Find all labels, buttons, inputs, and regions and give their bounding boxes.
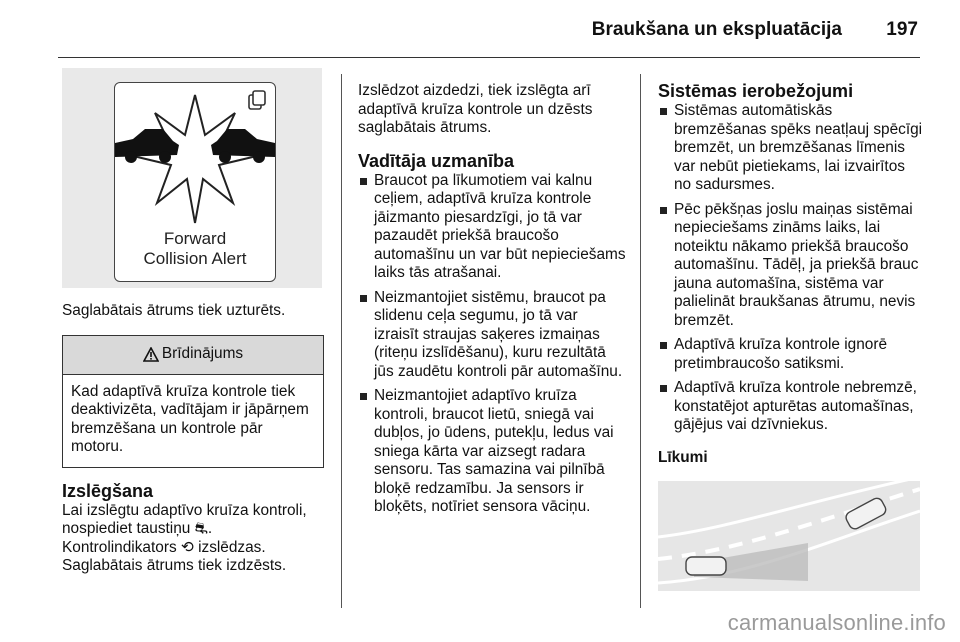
fca-label-line1: Forward — [163, 229, 227, 248]
column-3 — [658, 80, 924, 591]
watermark: carmanualsonline.info — [727, 610, 946, 635]
fca-label-line2: Collision Alert — [143, 249, 247, 268]
switch-off-line-1: Lai izslēgtu adaptīvo kruīza kontroli, nospiediet taustiņu ⛐. — [62, 501, 307, 537]
system-limits-list — [658, 102, 924, 435]
section-title-switch-off: Izslēgšana — [62, 480, 154, 501]
switch-off-line-3: Saglabātais ātrums tiek izdzēsts. — [62, 557, 287, 574]
header-title: Braukšana un ekspluatācija — [591, 19, 842, 40]
list-item: Adaptīvā kruīza kontrole nebremzē, konstatējot apturētas automašīnas, gājējus vai dzīvniekus. — [658, 379, 924, 435]
subsection-title-curves: Līkumi — [658, 448, 708, 466]
fca-label — [115, 229, 275, 269]
list-item: Braucot pa līkumotiem vai kalnu ceļiem, adaptīvā kruīza kontrole jāizmanto piesardzīgi, jo tā var pazaudēt priekšā braucošo automašīnu un var būt nepieciešams laiks tās atrašanai. — [358, 172, 626, 283]
warning-body: Kad adaptīvā kruīza kontrole tiek deaktivizēta, vadītājam ir jāpārņem bremzēšana un kontrole pār motoru. — [71, 382, 309, 455]
speed-maintained-text: Saglabātais ātrums tiek uzturēts. — [62, 302, 286, 319]
warning-title: Brīdinājums — [161, 345, 244, 363]
driver-attention-list — [358, 172, 626, 517]
header-rule — [58, 57, 920, 58]
switch-off-line-2: Kontrolindikators ⟲ izslēdzas. — [62, 538, 266, 556]
page-number: 197 — [886, 19, 918, 40]
column-divider-2 — [640, 74, 641, 608]
ignition-off-text: Izslēdzot aizdedzi, tiek izslēgta arī adaptīvā kruīza kontrole un dzēsts saglabātais ātrums. — [358, 82, 593, 136]
list-item: Adaptīvā kruīza kontrole ignorē pretimbraucošo satiksmi. — [658, 336, 924, 373]
list-item: Neizmantojiet adaptīvo kruīza kontroli, braucot lietū, sniegā vai dubļos, jo ūdens, putekļu, ledus vai sniega kārta var aizsegt radara sensoru. Tas samazina vai pilnībā bloķē redzamību. Ja sensors ir bloķēts, notīriet sensora vāciņu. — [358, 387, 626, 517]
warning-header — [63, 336, 323, 375]
column-1 — [62, 68, 324, 576]
collision-burst-icon — [115, 83, 275, 233]
list-item: Sistēmas automātiskās bremzēšanas spēks neatļauj spēcīgi bremzēt, un bremzēšanas līmenis var nebūt pietiekams, lai izvairītos no sadursmes. — [658, 102, 924, 195]
warning-box — [62, 335, 324, 468]
page-header — [0, 0, 960, 60]
list-item: Pēc pēkšņas joslu maiņas sistēmai nepieciešams zināms laiks, lai noteiktu nākamo priekšā braucošo automašīnu. Tādēļ, ja priekšā brauc jauna automašīna, sistēma var palielināt braukšanas ātrumu, nevis bremzēt. — [658, 201, 924, 331]
fca-indicator-panel — [114, 82, 276, 282]
curve-road-figure — [658, 481, 920, 591]
forward-collision-alert-figure — [62, 68, 322, 288]
curve-road-illustration — [658, 481, 920, 591]
column-divider-1 — [341, 74, 342, 608]
section-title-driver-attention: Vadītāja uzmanība — [358, 150, 515, 171]
section-title-system-limits: Sistēmas ierobežojumi — [658, 81, 854, 101]
warning-triangle-icon — [143, 347, 159, 362]
column-2 — [358, 82, 626, 523]
list-item: Neizmantojiet sistēmu, braucot pa slidenu ceļa segumu, jo tā var izraisīt straujas saķeres izmaiņas (riteņu izslīdēšanu), kuru rezultātā jūs zaudētu kontroli pār automašīnu. — [358, 289, 626, 382]
